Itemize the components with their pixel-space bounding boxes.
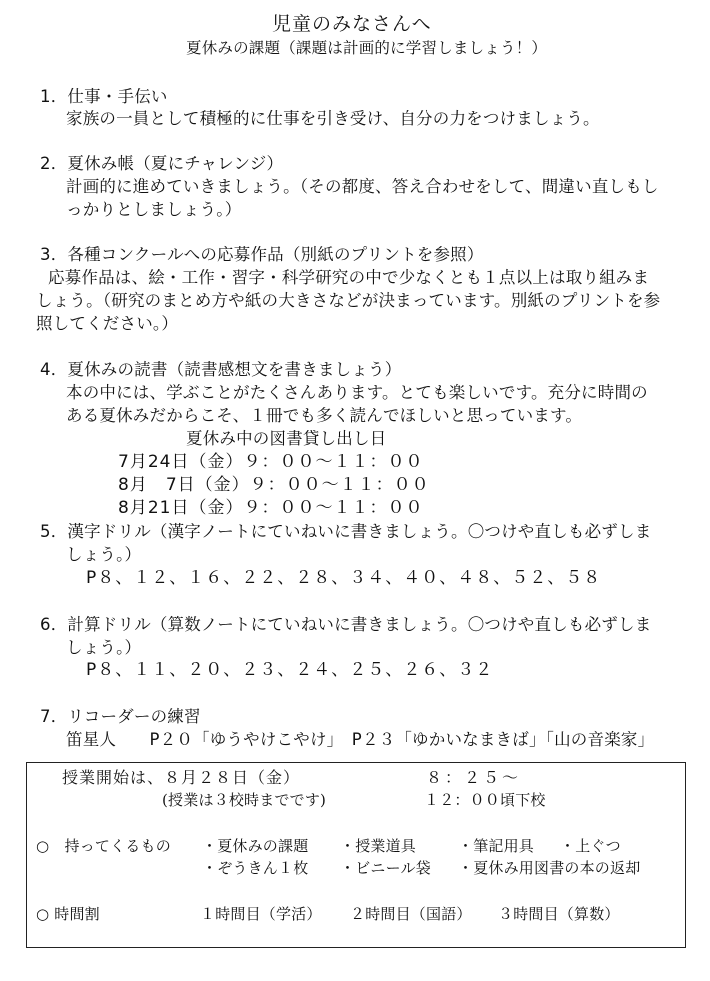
section-3-line-2: しょう。（研究のまとめ方や紙の大きさなどが決まっています。別紙のプリントを参 — [36, 291, 661, 310]
library-date-3: 8月21日（金）９：００～１１：００ — [118, 498, 424, 518]
bring-item: ・筆記用具 — [458, 837, 535, 855]
dismissal-time: １２：００頃下校 — [424, 791, 546, 809]
schedule-period: ２時間目（国語） — [350, 905, 472, 923]
section-2-line-1: 計画的に進めていきましょう。（その都度、答え合わせをして、間違い直しもし — [66, 177, 659, 196]
section-5-heading: 5．漢字ドリル（漢字ノートにていねいに書きましょう。〇つけや直しも必ずしま — [40, 522, 652, 541]
bring-label: ○ 持ってくるもの — [36, 837, 171, 855]
bring-item: ・ビニール袋 — [340, 859, 431, 877]
schedule-label: ○ 時間割 — [36, 905, 100, 923]
class-start-time: ８：２５～ — [426, 768, 522, 787]
library-date-2: 8月 7日（金）９：００～１１：００ — [118, 475, 430, 495]
bring-item: ・授業道具 — [340, 837, 417, 855]
math-pages: P８、１１、２０、２３、２４、２５、２６、３２ — [86, 660, 494, 680]
section-1-line-1: 家族の一員として積極的に仕事を引き受け、自分の力をつけましょう。 — [66, 109, 600, 128]
kanji-pages: P８、１２、１６、２２、２８、３４、４０、４８、５２、５８ — [86, 568, 602, 588]
library-title: 夏休み中の図書貸し出し日 — [186, 429, 387, 448]
bring-item: ・夏休みの課題 — [202, 837, 309, 855]
section-5-line-1: しょう。） — [66, 545, 142, 564]
section-2-heading: 2．夏休み帳（夏にチャレンジ） — [40, 154, 284, 173]
schedule-period: ３時間目（算数） — [498, 905, 620, 923]
section-3-line-3: 照してください。） — [36, 314, 179, 333]
page-title: 児童のみなさんへ — [272, 13, 432, 35]
class-note: (授業は３校時までです) — [162, 791, 327, 809]
section-1-heading: 1．仕事・手伝い — [40, 87, 168, 106]
class-start: 授業開始は、８月２８日（金） — [62, 768, 301, 787]
section-3-line-1: 応募作品は、絵・工作・習字・科学研究の中で少なくとも１点以上は取り組みま — [48, 268, 650, 287]
section-6-heading: 6．計算ドリル（算数ノートにていねいに書きましょう。〇つけや直しも必ずしま — [40, 615, 652, 634]
bring-item: ・上ぐつ — [560, 837, 621, 855]
section-7-heading: 7．リコーダーの練習 — [40, 707, 201, 726]
page-subtitle: 夏休みの課題（課題は計画的に学習しましょう！） — [186, 39, 548, 57]
section-7-line-1: 笛星人 P２０「ゆうやけこやけ」 P２３「ゆかいなまきば」「山の音楽家」 — [66, 730, 655, 749]
section-4-line-1: 本の中には、学ぶことがたくさんあります。とても楽しいです。充分に時間の — [66, 383, 648, 402]
bring-item: ・夏休み用図書の本の返却 — [458, 859, 641, 877]
bring-item: ・ぞうきん１枚 — [202, 859, 309, 877]
section-6-line-1: しょう。） — [66, 638, 142, 657]
section-4-line-2: ある夏休みだからこそ、１冊でも多く読んでほしいと思っています。 — [66, 406, 583, 425]
section-2-line-2: っかりとしましょう。） — [66, 200, 242, 219]
library-date-1: 7月24日（金）９：００～１１：００ — [118, 452, 424, 472]
schedule-period: １時間目（学活） — [200, 905, 322, 923]
section-4-heading: 4．夏休みの読書（読書感想文を書きましょう） — [40, 360, 402, 379]
section-3-heading: 3．各種コンクールへの応募作品（別紙のプリントを参照） — [40, 245, 484, 264]
